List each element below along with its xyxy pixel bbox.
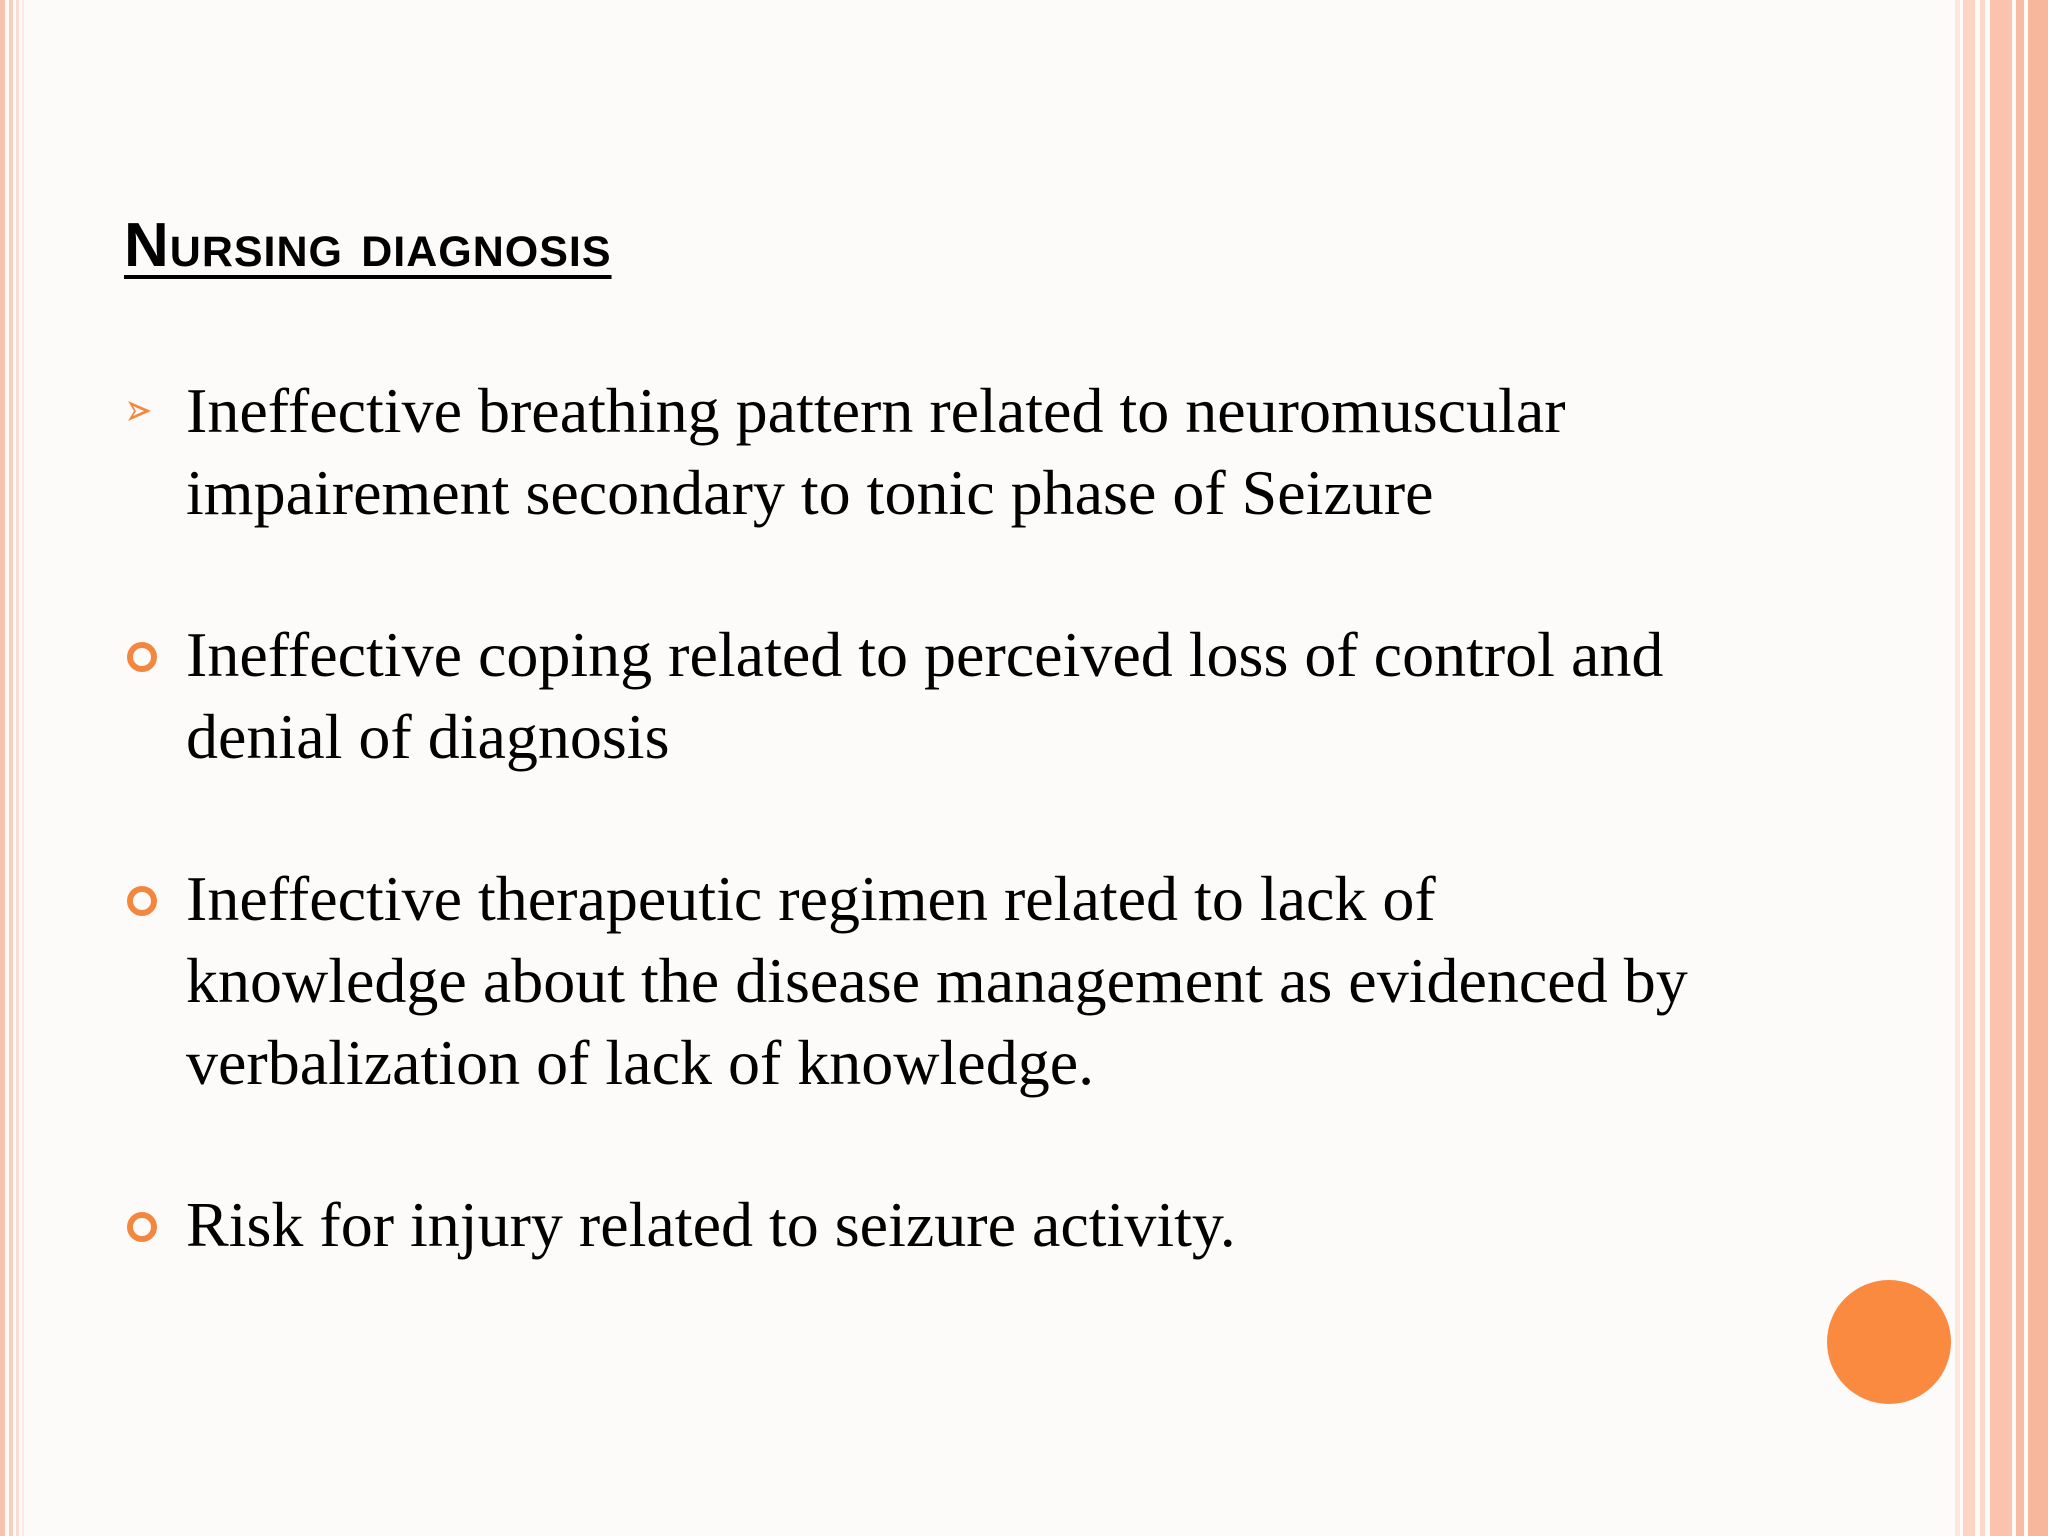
arrow-bullet-icon	[124, 396, 154, 426]
left-border-stripe	[0, 0, 5, 1536]
right-border-stripe	[1990, 0, 2012, 1536]
right-border-stripe	[2028, 0, 2048, 1536]
left-border-stripe	[9, 0, 13, 1536]
right-border-stripe	[1963, 0, 1975, 1536]
right-border-stripe	[2016, 0, 2024, 1536]
ring-bullet-icon	[127, 642, 157, 672]
left-border-stripe	[22, 0, 24, 1536]
slide-title: Nursing diagnosis	[124, 211, 612, 280]
ring-bullet-icon	[127, 1212, 157, 1242]
left-border-stripe	[16, 0, 19, 1536]
bullet-item	[124, 1184, 1724, 1266]
bullet-text: Risk for injury related to seizure activity.	[186, 1189, 1236, 1260]
bullet-item	[124, 614, 1724, 778]
bullet-text: Ineffective coping related to perceived loss of control and denial of diagnosis	[186, 619, 1664, 772]
bullet-item	[124, 370, 1724, 534]
right-border-stripe	[1955, 0, 1960, 1536]
bullet-text: Ineffective breathing pattern related to neuromuscular impairement secondary to tonic phase of Seizure	[186, 375, 1566, 528]
bullet-text: Ineffective therapeutic regimen related to lack of knowledge about the disease management as evidenced by verbalization of lack of knowledge.	[186, 863, 1688, 1098]
bullet-list	[124, 370, 1724, 1346]
bullet-item	[124, 858, 1724, 1104]
decorative-orange-circle	[1827, 1280, 1951, 1404]
ring-bullet-icon	[127, 886, 157, 916]
right-border-stripe	[1980, 0, 1985, 1536]
